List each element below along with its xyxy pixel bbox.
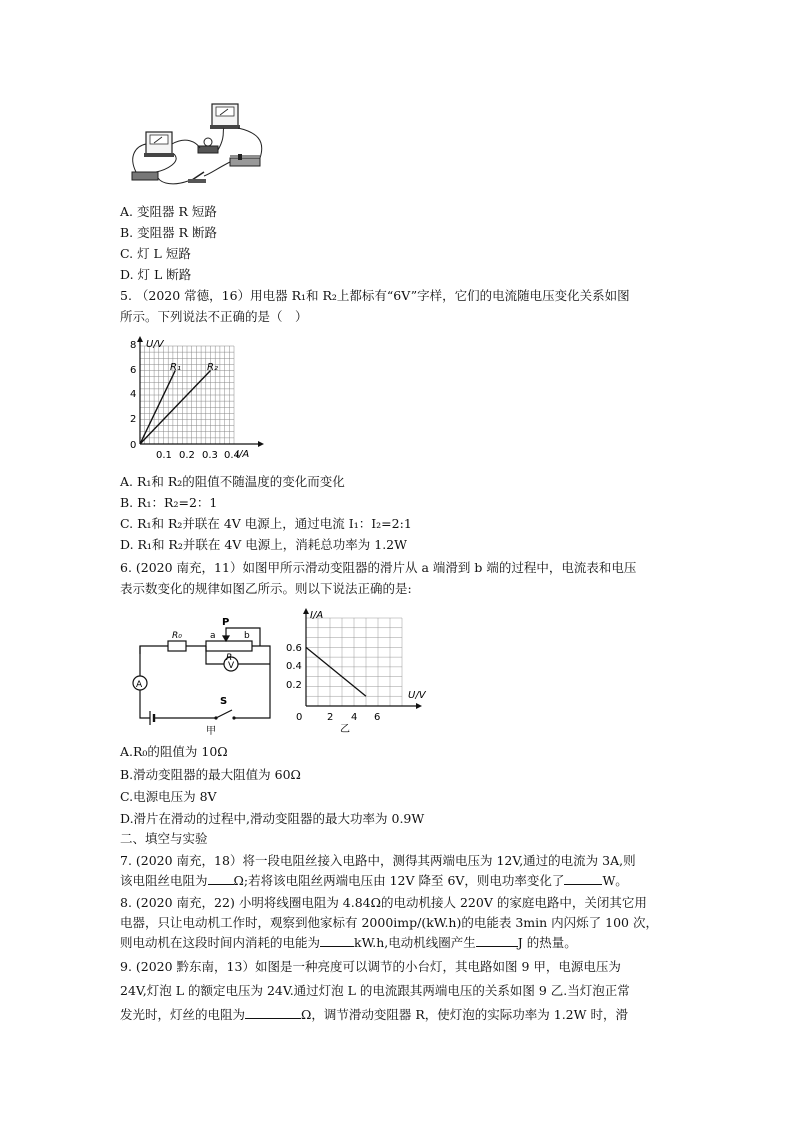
q6-stem-line2: 表示数变化的规律如图乙所示。则以下说法正确的是: [120,581,412,596]
q9-line3 [120,1006,628,1024]
q7-blank-1[interactable] [208,872,234,885]
q5-ui-chart [124,336,264,464]
q5-axes [137,336,264,447]
q5-ylabel: U/V [146,339,164,350]
q6-circuit-diagram [120,606,286,736]
circuit-photo-icon [126,96,274,192]
q5-xtick-0.2: 0.2 [179,450,195,461]
q7-line1: 7. (2020 南充，18）将一段电阻丝接入电路中，测得其两端电压为 12V,通过的电流为 3A,则 [120,853,636,868]
q5-ytick-6: 6 [130,365,137,376]
q9-blank-1[interactable] [245,1006,301,1019]
q5-ytick-8: 8 [130,340,137,351]
q7-text-a: 该电阻丝电阻为 [120,873,208,888]
q8-text-b: kW.h,电动机线圈产生 [354,935,476,950]
q9-line1: 9. (2020 黔东南，13）如图是一种亮度可以调节的小台灯，其电路如图 9 甲，电源电压为 [120,959,621,974]
q7-text-b: Ω;若将该电阻丝两端电压由 12V 降至 6V，则电功率变化了 [233,873,565,888]
q6-ytick-0.6: 0.6 [286,643,302,654]
q8-text-a: 则电动机在这段时间内消耗的电能为 [120,935,321,950]
q9-text-a: 发光时，灯丝的电阻为 [120,1007,246,1022]
voltmeter-icon: V [228,661,235,671]
q6-option-c: C.电源电压为 8V [120,789,217,804]
q7-line2 [120,872,628,890]
q6-label-a: a [210,631,216,641]
q5-ytick-4: 4 [130,389,137,400]
q6-grid [306,618,402,706]
ammeter-icon: A [136,680,143,690]
q6-xlabel: U/V [408,690,426,701]
q4-option-d: D. 灯 L 断路 [120,267,192,282]
q9-text-b: Ω，调节滑动变阻器 R，使灯泡的实际功率为 1.2W 时，滑 [301,1007,628,1022]
q6-label-s: S [220,696,228,707]
q6-xtick-4: 4 [351,712,358,723]
q8-line2: 电器，只让电动机工作时，观察到他家标有 2000imp/(kW.h)的电能表 3min 内闪烁了 100 次， [120,915,658,930]
q5-xlabel: I/A [236,449,250,460]
q6-option-a: A.R₀的阻值为 10Ω [120,744,228,759]
q4-option-c: C. 灯 L 短路 [120,246,191,261]
q8-line1: 8. (2020 南充，22) 小明将线圈电阻为 4.84Ω的电动机接人 220V 的家庭电路中，关闭其它用 [120,895,647,910]
q7-text-c: W。 [602,873,628,888]
q5-option-d: D. R₁和 R₂并联在 4V 电源上，消耗总功率为 1.2W [120,537,407,552]
q5-option-a: A. R₁和 R₂的阻值不随温度的变化而变化 [120,474,345,489]
q5-option-c: C. R₁和 R₂并联在 4V 电源上，通过电流 I₁：I₂=2:1 [120,516,412,531]
q4-option-a: A. 变阻器 R 短路 [120,204,217,219]
q8-line3 [120,934,577,952]
section-heading: 二、填空与实验 [120,831,208,846]
q8-blank-2[interactable] [476,934,518,947]
q8-blank-1[interactable] [320,934,354,947]
q6-option-d: D.滑片在滑动的过程中,滑动变阻器的最大功率为 0.9W [120,811,425,826]
q6-xtick-6: 6 [374,712,381,723]
q7-blank-2[interactable] [564,872,602,885]
q6-option-b: B.滑动变阻器的最大阻值为 60Ω [120,767,301,782]
q6-label-p: P [222,617,230,628]
q6-xtick-2: 2 [327,712,334,723]
q5-series-label-r2: R₂ [207,362,218,373]
q5-xtick-0.1: 0.1 [156,450,172,461]
q6-label-b: b [244,631,250,641]
q6-ytick-0.2: 0.2 [286,680,302,691]
q5-series-label-r1: R₁ [170,362,181,373]
q5-option-b: B. R₁：R₂=2：1 [120,495,218,510]
q9-line2: 24V,灯泡 L 的额定电压为 24V.通过灯泡 L 的电流跟其两端电压的关系如图 9 乙.当灯泡正常 [120,983,630,998]
q5-xtick-0.3: 0.3 [202,450,218,461]
q6-label-r0: R₀ [172,631,182,641]
q6-ytick-0.4: 0.4 [286,661,302,672]
q5-ytick-2: 2 [130,414,137,425]
q6-origin-label: 0 [296,712,303,723]
q6-ylabel: I/A [310,610,324,621]
q5-xtick-0.4: 0.4 [224,450,240,461]
q6-graph [284,606,432,740]
q8-text-c: J 的热量。 [517,935,577,950]
q5-origin-label: 0 [130,440,137,451]
q5-stem-line2: 所示。下列说法不正确的是（ ） [120,309,308,324]
q4-option-b: B. 变阻器 R 断路 [120,225,217,240]
q6-stem-line1: 6. (2020 南充，11）如图甲所示滑动变阻器的滑片从 a 端滑到 b 端的过程中，电流表和电压 [120,560,637,575]
q5-stem-line1: 5. （2020 常德，16）用电器 R₁和 R₂上都标有“6V”字样，它们的电流随电压变化关系如图 [120,288,630,303]
q6-circuit-caption: 甲 [206,726,216,736]
q6-iu-line [306,647,366,696]
q6-label-r: R [226,653,233,663]
q6-graph-caption: 乙 [340,724,350,735]
